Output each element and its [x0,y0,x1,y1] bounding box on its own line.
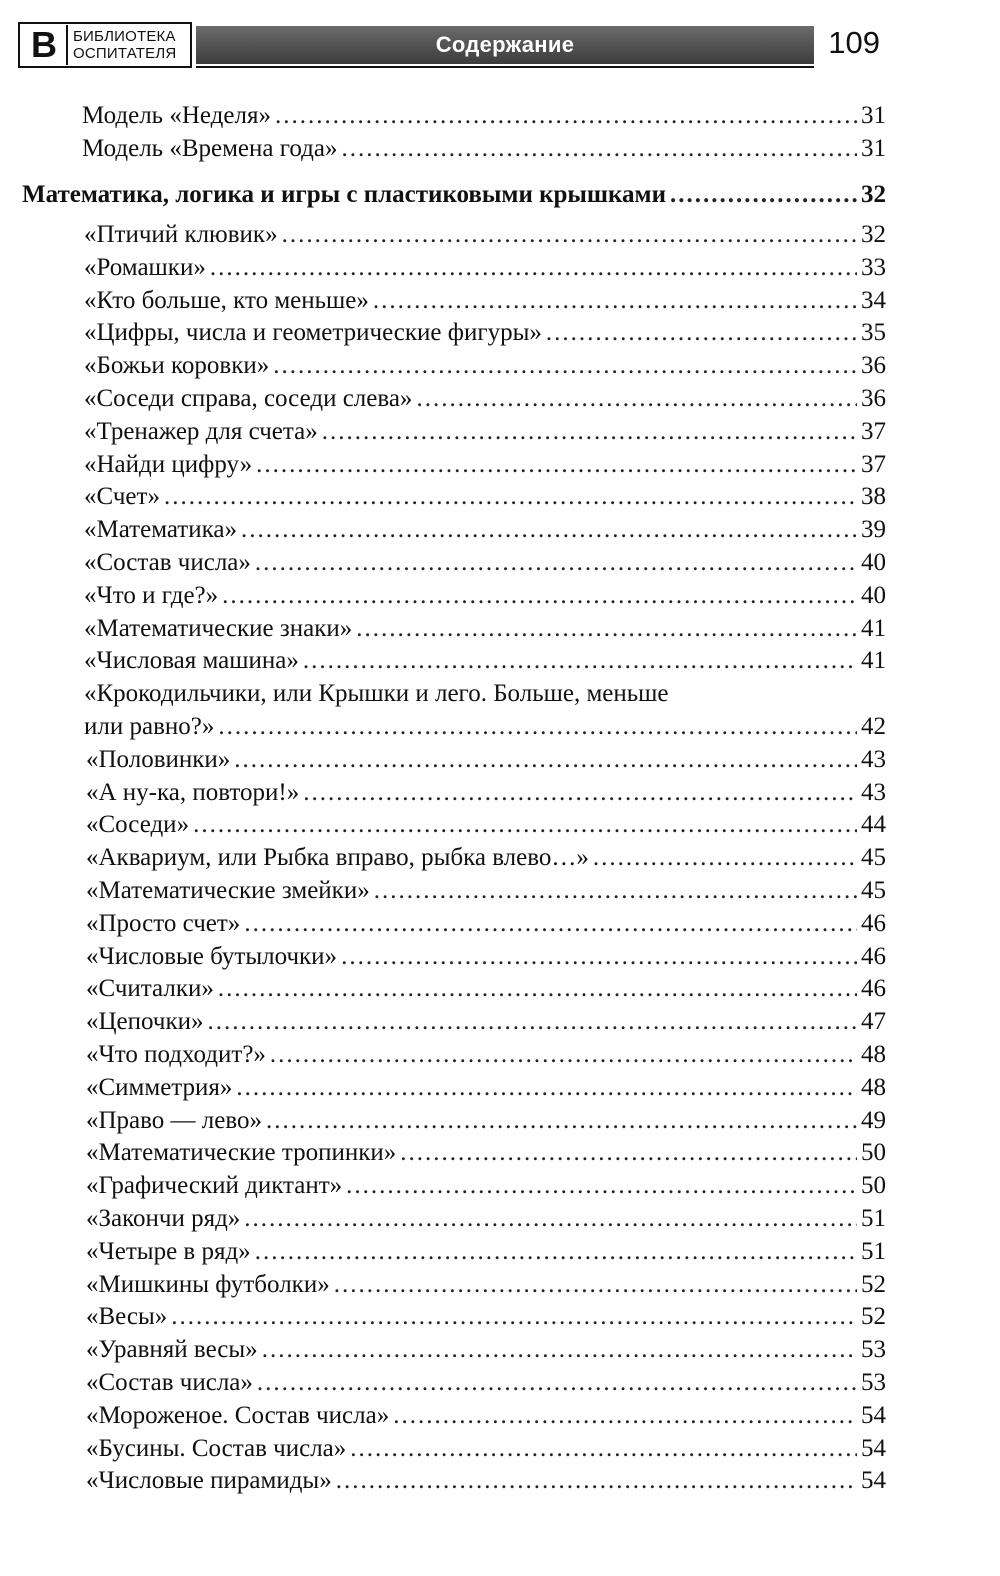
toc-entry-page: 44 [861,811,886,839]
toc-entry-title-line1: «Крокодильчики, или Крышки и лего. Больше, меньше [84,680,669,708]
toc-dot-leader [257,1366,857,1399]
toc-entry-title: «Считалки» [86,975,214,1003]
toc-entry-page: 54 [861,1467,886,1495]
toc-dot-leader [346,1169,857,1202]
toc-entry [82,99,886,132]
toc-entry-title: «Математические тропинки» [86,1139,397,1167]
toc-entry-page: 32 [861,221,886,248]
toc-dot-leader [171,1300,857,1333]
toc-entry-title: «Числовая машина» [84,647,299,675]
toc-entry [84,415,886,448]
toc-entry [84,316,886,349]
toc-dot-leader [273,349,857,382]
toc-dot-leader [193,808,857,841]
toc-entry-title: «Птичий клювик» [84,221,278,248]
toc-entry-title: «Цифры, числа и геометрические фигуры» [84,319,542,347]
toc-entry [86,1038,886,1071]
logo-letter: В [22,25,68,65]
toc-dot-leader [164,480,857,513]
toc-entry [86,776,886,809]
toc-dot-leader [222,579,857,612]
toc-entry [86,1333,886,1366]
toc-entry-title: или равно?» [84,713,215,740]
toc-entry-page: 50 [861,1172,886,1200]
toc-entry-title: «Просто счет» [86,909,241,937]
logo-line-2: ОСПИТАТЕЛЯ [73,45,177,62]
toc-entry-title: «Соседи справа, соседи слева» [84,385,413,412]
toc-entry-title: «Четыре в ряд» [86,1237,251,1265]
toc-entry-page: 43 [861,778,886,806]
toc-entry-page: 48 [861,1041,886,1068]
toc-entry-title: Модель «Времена года» [82,135,338,162]
toc-dot-leader [236,1071,857,1104]
header-bar [196,26,814,64]
toc-entry [84,382,886,415]
toc-entry-page: 40 [861,549,886,576]
toc-dot-leader [218,972,857,1005]
toc-dot-leader [303,776,857,809]
toc-entry-title: «Математические змейки» [86,877,370,904]
toc-entry [84,448,886,481]
toc-entry [86,940,886,973]
toc-dot-leader [416,382,857,415]
toc-entry [86,1005,886,1038]
toc-entry [86,874,886,907]
toc-entry-title: «Математические знаки» [84,614,353,642]
toc-entry-page: 51 [861,1237,886,1265]
toc-entry [86,1104,886,1137]
page-title: Содержание [435,32,575,57]
toc-dot-leader [350,1432,857,1465]
toc-entry-page: 41 [861,647,886,675]
toc-entry [86,1432,886,1465]
toc-entry [84,284,886,317]
toc-dot-leader [546,316,857,349]
toc-dot-leader [270,1038,857,1071]
toc-dot-leader [334,1268,857,1301]
toc-entry-page: 52 [861,1270,886,1298]
toc-entry-page: 31 [861,135,886,162]
toc-dot-leader [374,874,857,907]
toc-entry-title: «Графический диктант» [86,1172,343,1200]
toc-entry [86,743,886,776]
toc-entry-page: 46 [861,909,886,937]
toc-entry-page: 36 [861,385,886,412]
toc-dot-leader [255,546,857,579]
toc-entry [86,1235,886,1268]
toc-entry-title: «Цепочки» [86,1008,204,1036]
toc-entry-title: «Половинки» [86,745,231,773]
toc-entry [86,972,886,1005]
toc-entry-title: «Божьи коровки» [84,352,270,380]
toc-entry-title: «Кто больше, кто меньше» [84,286,369,314]
toc-dot-leader [210,251,857,284]
toc-dot-leader [266,1104,857,1137]
toc-entry-title: «Состав числа» [86,1369,253,1396]
toc-entry-page: 46 [861,942,886,970]
toc-entry [86,1300,886,1333]
toc-dot-leader [218,710,857,743]
toc-dot-leader [400,1136,857,1169]
toc-entry-page: 51 [861,1205,886,1232]
toc-entry-title: «Закончи ряд» [86,1205,241,1232]
toc-entry-page: 37 [861,450,886,478]
page-number: 109 [828,25,880,60]
toc-dot-leader [670,178,857,211]
toc-entry-page: 38 [861,483,886,511]
toc-dot-leader [393,1399,857,1432]
toc-entry [84,546,886,579]
toc-entry-page: 53 [861,1336,886,1364]
toc-entry-title: «Числовые пирамиды» [86,1467,332,1495]
toc-entry-title: «Симметрия» [86,1073,233,1101]
toc-entry-page: 45 [861,844,886,872]
toc-entry-page: 50 [861,1139,886,1167]
toc-entry-page: 40 [861,581,886,609]
toc-entry-title: «Уравняй весы» [86,1336,258,1364]
toc-entry-page: 47 [861,1008,886,1036]
toc-dot-leader [256,448,857,481]
toc-entry [86,907,886,940]
toc-entry [86,808,886,841]
toc-entry-page: 39 [861,516,886,544]
toc-entry-page: 45 [861,877,886,904]
toc-entry-title: «Бусины. Состав числа» [86,1434,347,1462]
toc-entry-page: 48 [861,1073,886,1101]
toc-entry-title: «Что и где?» [84,581,219,609]
toc-entry [84,710,886,743]
logo-text [73,28,176,62]
toc-entry-title: «Мишкины футболки» [86,1270,330,1298]
toc-entry-title: «Числовые бутылочки» [86,942,338,970]
toc-entry-title: «Счет» [84,483,160,511]
toc-dot-leader [341,132,857,165]
toc-entry [84,480,886,513]
toc-entry [86,1202,886,1235]
toc-entry-page: 37 [861,417,886,445]
toc-entry [86,1268,886,1301]
toc-entry-title: «Аквариум, или Рыбка вправо, рыбка влево…» [86,844,589,872]
toc-entry [84,349,886,382]
toc-entry-title: «Состав числа» [84,549,251,576]
toc-dot-leader [207,1005,857,1038]
toc-dot-leader [336,1464,857,1497]
toc-entry-page: 41 [861,614,886,642]
toc-entry [86,841,886,874]
toc-entry [84,612,886,645]
toc-entry-page: 32 [861,181,886,208]
toc-dot-leader [262,1333,857,1366]
toc-dot-leader [241,513,857,546]
toc-dot-leader [244,907,857,940]
series-logo [18,22,192,68]
page-header [18,22,880,70]
toc-entry-page: 53 [861,1369,886,1396]
toc-dot-leader [282,218,857,251]
toc-entry [84,513,886,546]
toc-dot-leader [341,940,857,973]
toc-entry [82,132,886,165]
toc-entry [86,1464,886,1497]
toc-entry [86,1169,886,1202]
toc-entry-title: «Соседи» [86,811,190,839]
toc-entry-page: 54 [861,1434,886,1462]
toc-entry-page: 35 [861,319,886,347]
toc-section-heading [22,178,886,211]
toc-dot-leader [356,612,857,645]
toc-entry-page: 34 [861,286,886,314]
header-divider [196,66,814,68]
toc-dot-leader [255,1235,857,1268]
toc-entry [86,1136,886,1169]
toc-entry-title: «Ромашки» [84,253,206,281]
toc-entry-page: 33 [861,253,886,281]
toc-entry-page: 31 [861,102,886,129]
toc-entry-page: 54 [861,1401,886,1429]
toc-dot-leader [593,841,857,874]
toc-entry-page: 42 [861,713,886,740]
toc-dot-leader [275,99,857,132]
toc-entry-page: 36 [861,352,886,380]
logo-line-1: БИБЛИОТЕКА [73,28,176,45]
toc-entry-page: 52 [861,1303,886,1331]
toc-entry-title: Модель «Неделя» [82,102,271,129]
toc-entry-title: «Право — лево» [86,1106,262,1134]
toc-dot-leader [373,284,857,317]
toc-entry-title: «Найди цифру» [84,450,253,478]
toc-entry-page: 46 [861,975,886,1003]
toc-entry [86,1366,886,1399]
toc-entry [86,1071,886,1104]
toc-entry [84,218,886,251]
toc-entry-title: «Тренажер для счета» [84,417,318,445]
toc-entry [86,1399,886,1432]
toc-entry-title: «Математика» [84,516,237,544]
toc-entry-page: 49 [861,1106,886,1134]
toc-entry [84,644,886,677]
toc-entry-title: «Мороженое. Состав числа» [86,1401,390,1429]
toc-entry-title: Математика, логика и игры с пластиковыми крышками [22,181,666,208]
toc-entry-page: 43 [861,745,886,773]
toc-dot-leader [322,415,857,448]
toc-dot-leader [234,743,857,776]
toc-entry-title: «Что подходит?» [86,1041,266,1068]
toc-entry-title: «Весы» [86,1303,168,1331]
toc-entry [84,579,886,612]
toc-dot-leader [303,644,857,677]
toc-entry-title: «А ну-ка, повтори!» [86,778,300,806]
toc-entry [84,251,886,284]
toc-dot-leader [244,1202,857,1235]
